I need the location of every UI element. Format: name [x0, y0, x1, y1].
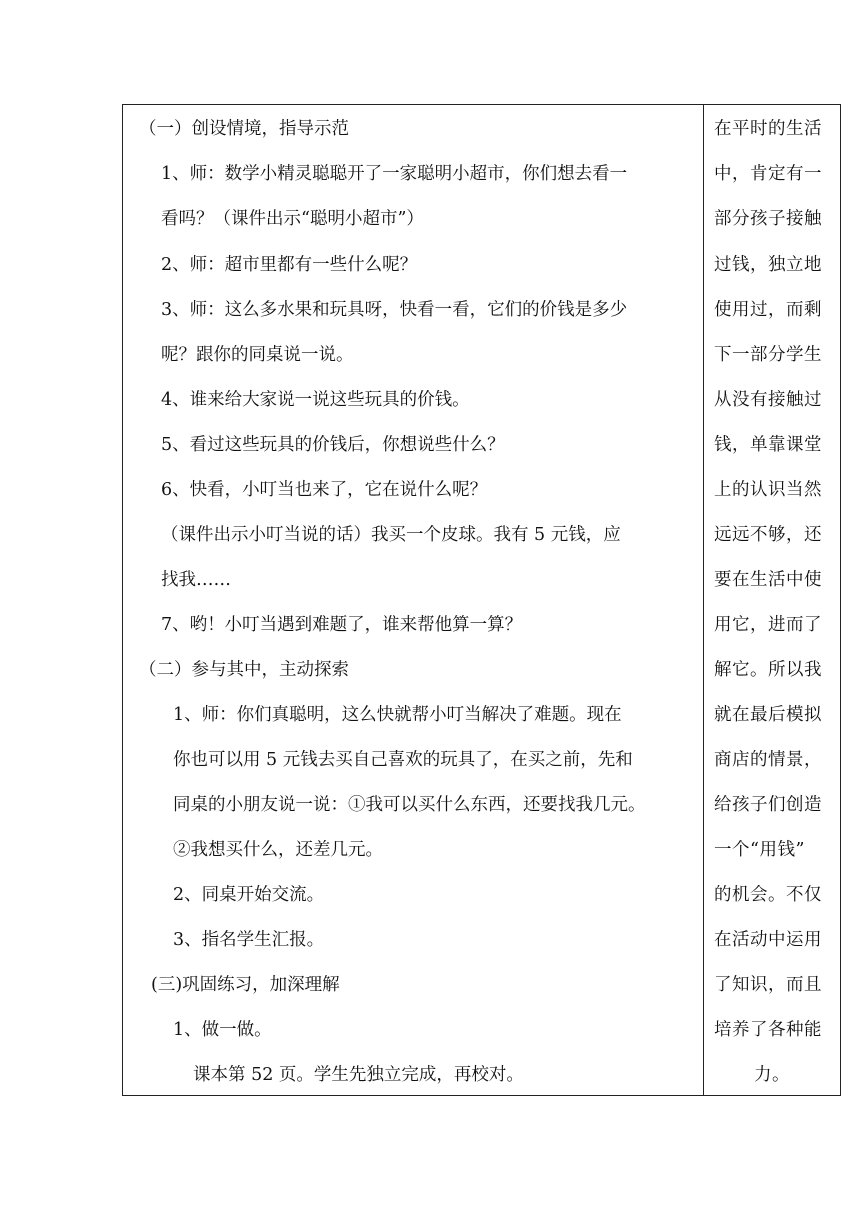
text-line: 6、快看，小叮当也来了，它在说什么呢？ [161, 480, 488, 500]
text-line: 找我…… [161, 570, 231, 590]
text-line: 1、做一做。 [173, 1020, 272, 1040]
text-line: 7、哟！小叮当遇到难题了，谁来帮他算一算？ [161, 615, 523, 635]
text-line: 1、师：你们真聪明，这么快就帮小叮当解决了难题。现在 [173, 705, 622, 725]
section-heading-2: （二）参与其中，主动探索 [139, 660, 349, 680]
text-line: ②我想买什么，还差几元。 [173, 840, 383, 860]
note-line: 部分孩子接触 [714, 209, 822, 229]
note-line: 要在生活中使 [714, 570, 822, 590]
note-line: 远远不够，还 [714, 525, 822, 545]
lesson-table [122, 104, 841, 1096]
note-line: 钱，单靠课堂 [714, 435, 822, 455]
note-line: 解它。所以我 [714, 660, 822, 680]
note-line: 力。 [754, 1065, 790, 1085]
section-heading-3: (三)巩固练习，加深理解 [151, 975, 340, 995]
note-line: 给孩子们创造 [714, 795, 822, 815]
note-line: 使用过，而剩 [714, 300, 822, 320]
note-line: 下一部分学生 [714, 345, 822, 365]
note-line: 中，肯定有一 [714, 164, 822, 184]
note-line: 在平时的生活 [714, 119, 822, 139]
note-line: 就在最后模拟 [714, 705, 822, 725]
text-line: 1、师：数学小精灵聪聪开了一家聪明小超市，你们想去看一 [161, 164, 628, 184]
note-line: 过钱，独立地 [714, 255, 822, 275]
note-line: 在活动中运用 [714, 930, 822, 950]
column-divider [703, 105, 704, 1095]
text-line: 同桌的小朋友说一说：①我可以买什么东西，还要找我几元。 [173, 795, 646, 815]
text-line: 2、同桌开始交流。 [173, 885, 325, 905]
text-line: 3、师：这么多水果和玩具呀，快看一看，它们的价钱是多少 [161, 300, 628, 320]
note-line: 了知识，而且 [714, 975, 822, 995]
text-line: 5、看过这些玩具的价钱后，你想说些什么？ [161, 435, 505, 455]
text-line: 课本第 52 页。学生先独立完成，再校对。 [193, 1065, 524, 1085]
text-line: （课件出示小叮当说的话）我买一个皮球。我有 5 元钱，应 [161, 525, 621, 545]
section-heading-1: （一）创设情境，指导示范 [139, 119, 349, 139]
text-line: 呢？跟你的同桌说一说。 [161, 345, 354, 365]
text-line: 你也可以用 5 元钱去买自己喜欢的玩具了，在买之前，先和 [173, 750, 633, 770]
note-line: 从没有接触过 [714, 390, 822, 410]
text-line: 4、谁来给大家说一说这些玩具的价钱。 [161, 390, 470, 410]
text-line: 3、指名学生汇报。 [173, 930, 325, 950]
note-line: 一个“用钱” [714, 840, 805, 860]
note-line: 的机会。不仅 [714, 885, 822, 905]
text-line: 看吗？（课件出示“聪明小超市”） [161, 209, 424, 229]
note-line: 上的认识当然 [714, 480, 822, 500]
note-line: 商店的情景， [714, 750, 822, 770]
note-line: 培养了各种能 [714, 1020, 822, 1040]
note-line: 用它，进而了 [714, 615, 822, 635]
text-line: 2、师：超市里都有一些什么呢？ [161, 255, 418, 275]
